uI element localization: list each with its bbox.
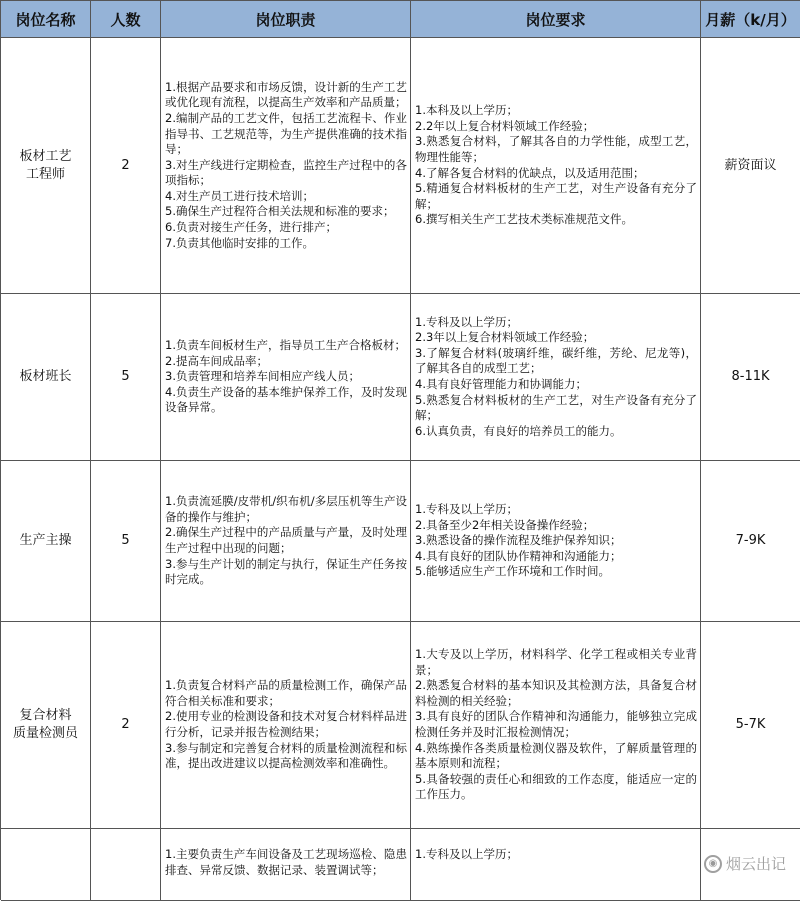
salary: 7-9K: [701, 461, 800, 622]
duty-item: 3.负责管理和培养车间相应产线人员；: [165, 369, 407, 385]
position-name: 生产主操: [1, 461, 91, 622]
requirement-item: 4.具有良好的团队协作精神和沟通能力；: [415, 549, 697, 565]
duty-item: 1.负责复合材料产品的质量检测工作，确保产品符合相关标准和要求；: [165, 678, 407, 709]
requirements-cell: [411, 461, 701, 622]
requirement-item: 1.专科及以上学历；: [415, 315, 697, 331]
duties-cell: [161, 294, 411, 461]
header-position: 岗位名称: [1, 1, 91, 38]
requirement-item: 2.3年以上复合材料领域工作经验；: [415, 330, 697, 346]
duty-item: 3.参与生产计划的制定与执行，保证生产任务按时完成。: [165, 557, 407, 588]
position-name: [1, 829, 91, 901]
duty-item: 1.主要负责生产车间设备及工艺现场巡检、隐患排查、异常反馈、数据记录、装置调试等；: [165, 847, 407, 878]
requirement-item: 4.了解各复合材料的优缺点，以及适用范围；: [415, 166, 697, 182]
watermark-text: 烟云出记: [726, 853, 786, 874]
duty-item: 3.对生产线进行定期检查，监控生产过程中的各项指标；: [165, 158, 407, 189]
requirement-item: 5.精通复合材料板材的生产工艺，对生产设备有充分了解；: [415, 181, 697, 212]
requirement-item: 3.了解复合材料(玻璃纤维，碳纤维，芳纶、尼龙等)，了解其各自的成型工艺；: [415, 346, 697, 377]
requirement-item: 5.具备较强的责任心和细致的工作态度，能适应一定的工作压力。: [415, 772, 697, 803]
duty-item: 1.负责流延膜/皮带机/织布机/多层压机等生产设备的操作与维护；: [165, 494, 407, 525]
duty-item: 4.负责生产设备的基本维护保养工作，及时发现设备异常。: [165, 385, 407, 416]
requirement-item: 1.本科及以上学历；: [415, 103, 697, 119]
duties-cell: [161, 829, 411, 901]
duties-cell: [161, 461, 411, 622]
requirement-item: 2.具备至少2年相关设备操作经验；: [415, 518, 697, 534]
requirement-item: 6.认真负责，有良好的培养员工的能力。: [415, 424, 697, 440]
duty-item: 3.参与制定和完善复合材料的质量检测流程和标准，提出改进建议以提高检测效率和准确性。: [165, 741, 407, 772]
requirement-item: 3.具有良好的团队合作精神和沟通能力，能够独立完成检测任务并及时汇报检测情况；: [415, 709, 697, 740]
headcount: 5: [91, 294, 161, 461]
requirement-item: 2.2年以上复合材料领域工作经验；: [415, 119, 697, 135]
header-duties: 岗位职责: [161, 1, 411, 38]
headcount: [91, 829, 161, 901]
salary: 5-7K: [701, 622, 800, 829]
watermark: [704, 853, 786, 874]
requirement-item: 6.撰写相关生产工艺技术类标准规范文件。: [415, 212, 697, 228]
duties-cell: [161, 622, 411, 829]
requirement-item: 1.专科及以上学历；: [415, 502, 697, 518]
salary: 8-11K: [701, 294, 800, 461]
requirement-item: 5.能够适应生产工作环境和工作时间。: [415, 564, 697, 580]
salary: 薪资面议: [701, 38, 800, 294]
position-name: 复合材料 质量检测员: [1, 622, 91, 829]
requirements-cell: [411, 38, 701, 294]
duty-item: 5.确保生产过程符合相关法规和标准的要求；: [165, 204, 407, 220]
headcount: 2: [91, 38, 161, 294]
requirements-cell: [411, 294, 701, 461]
duty-item: 6.负责对接生产任务，进行排产；: [165, 220, 407, 236]
requirement-item: 1.大专及以上学历，材料科学、化学工程或相关专业背景；: [415, 647, 697, 678]
duty-item: 2.确保生产过程中的产品质量与产量，及时处理生产过程中出现的问题；: [165, 525, 407, 556]
requirements-cell: [411, 829, 701, 901]
duties-cell: [161, 38, 411, 294]
requirement-item: 3.熟悉设备的操作流程及维护保养知识；: [415, 533, 697, 549]
header-count: 人数: [91, 1, 161, 38]
duty-item: 1.负责车间板材生产，指导员工生产合格板材；: [165, 338, 407, 354]
header-requirements: 岗位要求: [411, 1, 701, 38]
headcount: 2: [91, 622, 161, 829]
requirements-cell: [411, 622, 701, 829]
requirement-item: 2.熟悉复合材料的基本知识及其检测方法，具备复合材料检测的相关经验；: [415, 678, 697, 709]
watermark-logo-icon: ◉: [704, 855, 722, 873]
duty-item: 4.对生产员工进行技术培训；: [165, 189, 407, 205]
requirement-item: 3.熟悉复合材料，了解其各自的力学性能，成型工艺，物理性能等；: [415, 134, 697, 165]
duty-item: 2.使用专业的检测设备和技术对复合材料样品进行分析，记录并报告检测结果；: [165, 709, 407, 740]
duty-item: 7.负责其他临时安排的工作。: [165, 236, 407, 252]
duty-item: 2.编制产品的工艺文件，包括工艺流程卡、作业指导书、工艺规范等，为生产提供准确的技术指导；: [165, 111, 407, 158]
duty-item: 2.提高车间成品率；: [165, 354, 407, 370]
requirement-item: 4.熟练操作各类质量检测仪器及软件，了解质量管理的基本原则和流程；: [415, 741, 697, 772]
position-name: 板材班长: [1, 294, 91, 461]
header-salary: 月薪（k/月）: [701, 1, 800, 38]
requirement-item: 5.熟悉复合材料板材的生产工艺，对生产设备有充分了解；: [415, 393, 697, 424]
requirement-item: 1.专科及以上学历；: [415, 847, 697, 863]
duty-item: 1.根据产品要求和市场反馈，设计新的生产工艺或优化现有流程，以提高生产效率和产品质量；: [165, 80, 407, 111]
headcount: 5: [91, 461, 161, 622]
requirement-item: 4.具有良好管理能力和协调能力；: [415, 377, 697, 393]
position-name: 板材工艺 工程师: [1, 38, 91, 294]
